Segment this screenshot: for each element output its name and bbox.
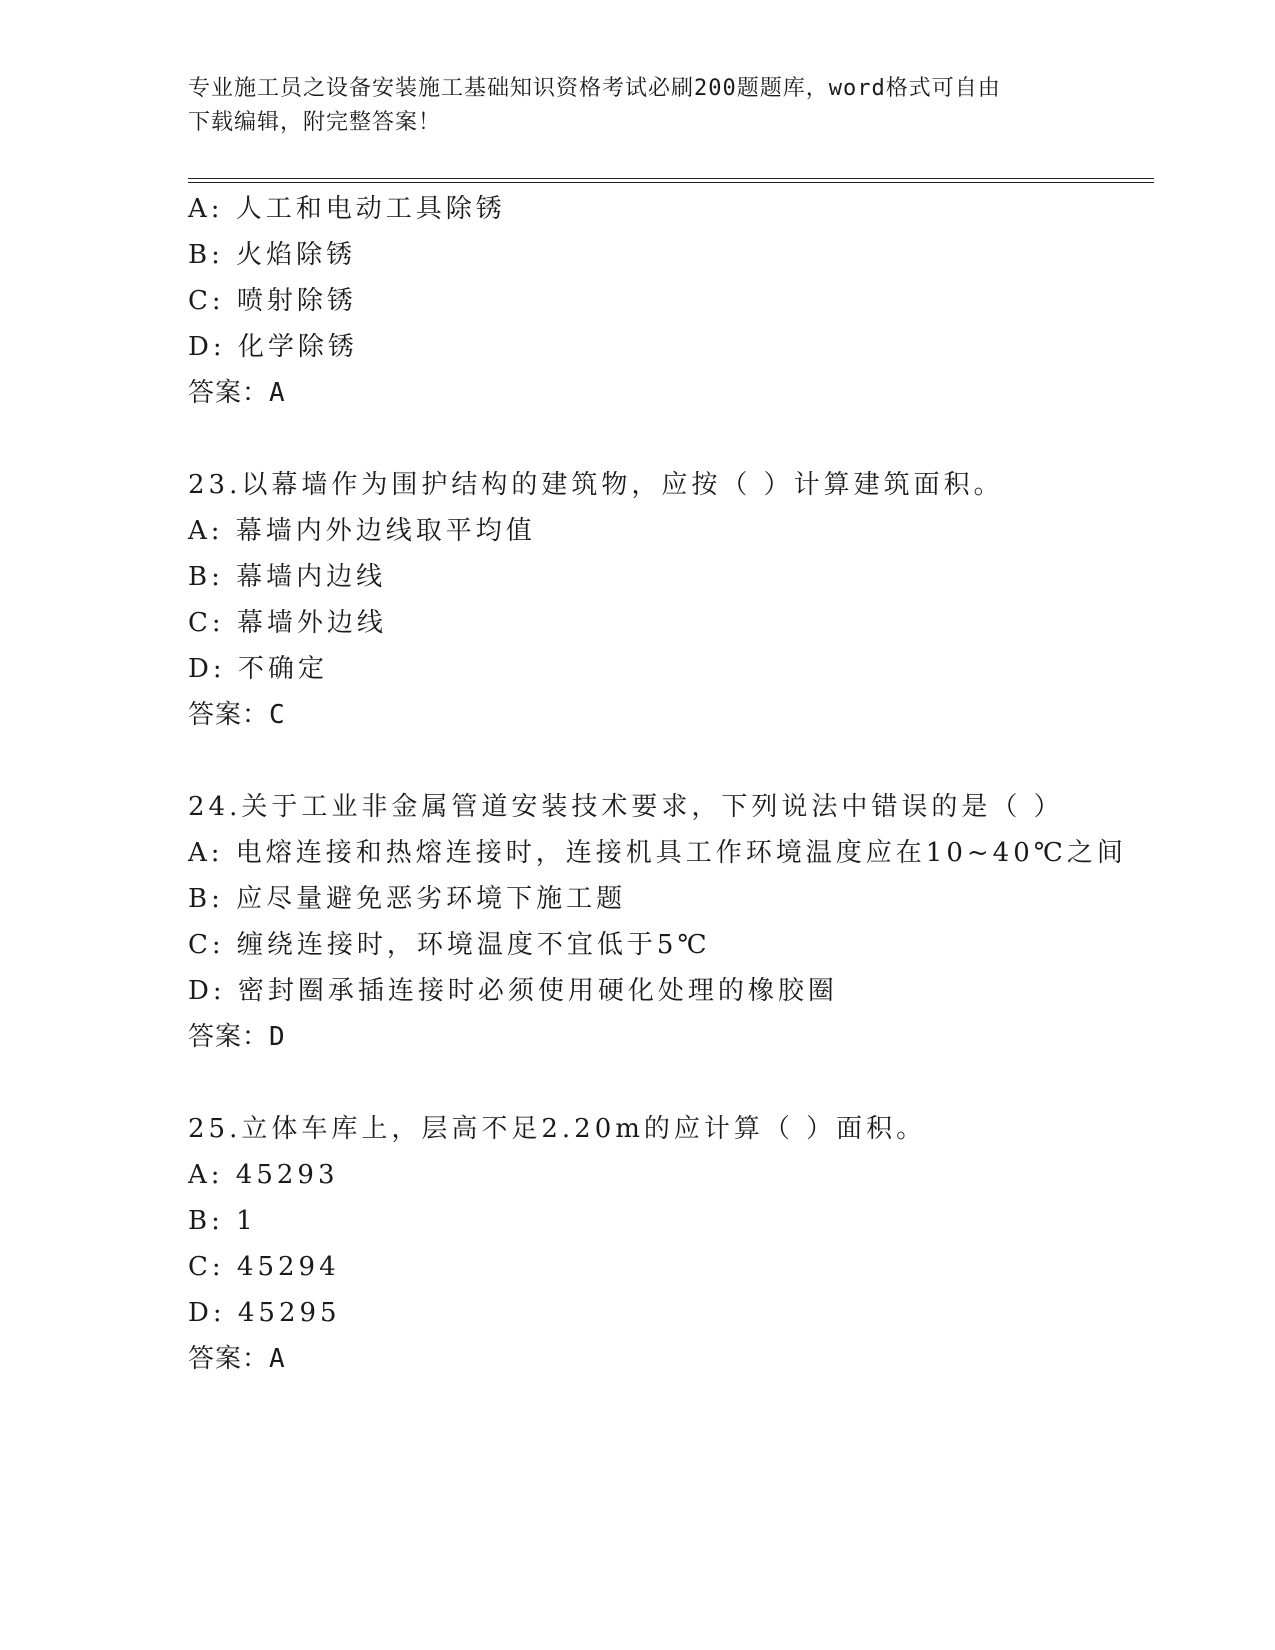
option-c: C: 喷射除锈	[188, 286, 357, 316]
question-list	[188, 186, 1188, 1382]
question-block	[188, 1106, 1188, 1382]
option-a: A: 人工和电动工具除锈	[188, 194, 506, 224]
spacer	[188, 416, 1188, 462]
question-block	[188, 784, 1188, 1060]
spacer	[188, 1060, 1188, 1106]
question-block	[188, 462, 1188, 738]
option-d: D: 化学除锈	[188, 332, 358, 362]
option-b: B: 幕墙内边线	[188, 562, 387, 592]
option-d: D: 不确定	[188, 654, 328, 684]
option-b: B: 1	[188, 1206, 257, 1236]
question-stem: 25.立体车库上，层高不足2.20m的应计算（ ）面积。	[188, 1114, 927, 1144]
option-a: A: 幕墙内外边线取平均值	[188, 516, 536, 546]
header-divider	[188, 178, 1154, 183]
option-b: B: 火焰除锈	[188, 240, 357, 270]
option-c: C: 幕墙外边线	[188, 608, 387, 638]
option-a: A: 电熔连接和热熔连接时，连接机具工作环境温度应在10~40℃之间	[188, 838, 1127, 868]
answer-line: 答案：C	[188, 700, 286, 730]
header-line-2: 下载编辑，附完整答案！	[188, 110, 442, 135]
question-stem: 23.以幕墙作为围护结构的建筑物，应按（ ）计算建筑面积。	[188, 470, 1004, 500]
question-block	[188, 186, 1188, 416]
option-c: C: 缠绕连接时，环境温度不宜低于5℃	[188, 930, 711, 960]
document-header	[188, 72, 1088, 140]
option-d: D: 45295	[188, 1298, 341, 1328]
question-stem: 24.关于工业非金属管道安装技术要求，下列说法中错误的是（ ）	[188, 792, 1064, 822]
header-line-1: 专业施工员之设备安装施工基础知识资格考试必刷200题题库，word格式可自由	[188, 76, 1001, 101]
option-a: A: 45293	[188, 1160, 339, 1190]
option-c: C: 45294	[188, 1252, 340, 1282]
option-b: B: 应尽量避免恶劣环境下施工题	[188, 884, 627, 914]
answer-line: 答案：D	[188, 1022, 286, 1052]
spacer	[188, 738, 1188, 784]
answer-line: 答案：A	[188, 378, 286, 408]
option-d: D: 密封圈承插连接时必须使用硬化处理的橡胶圈	[188, 976, 838, 1006]
answer-line: 答案：A	[188, 1344, 286, 1374]
